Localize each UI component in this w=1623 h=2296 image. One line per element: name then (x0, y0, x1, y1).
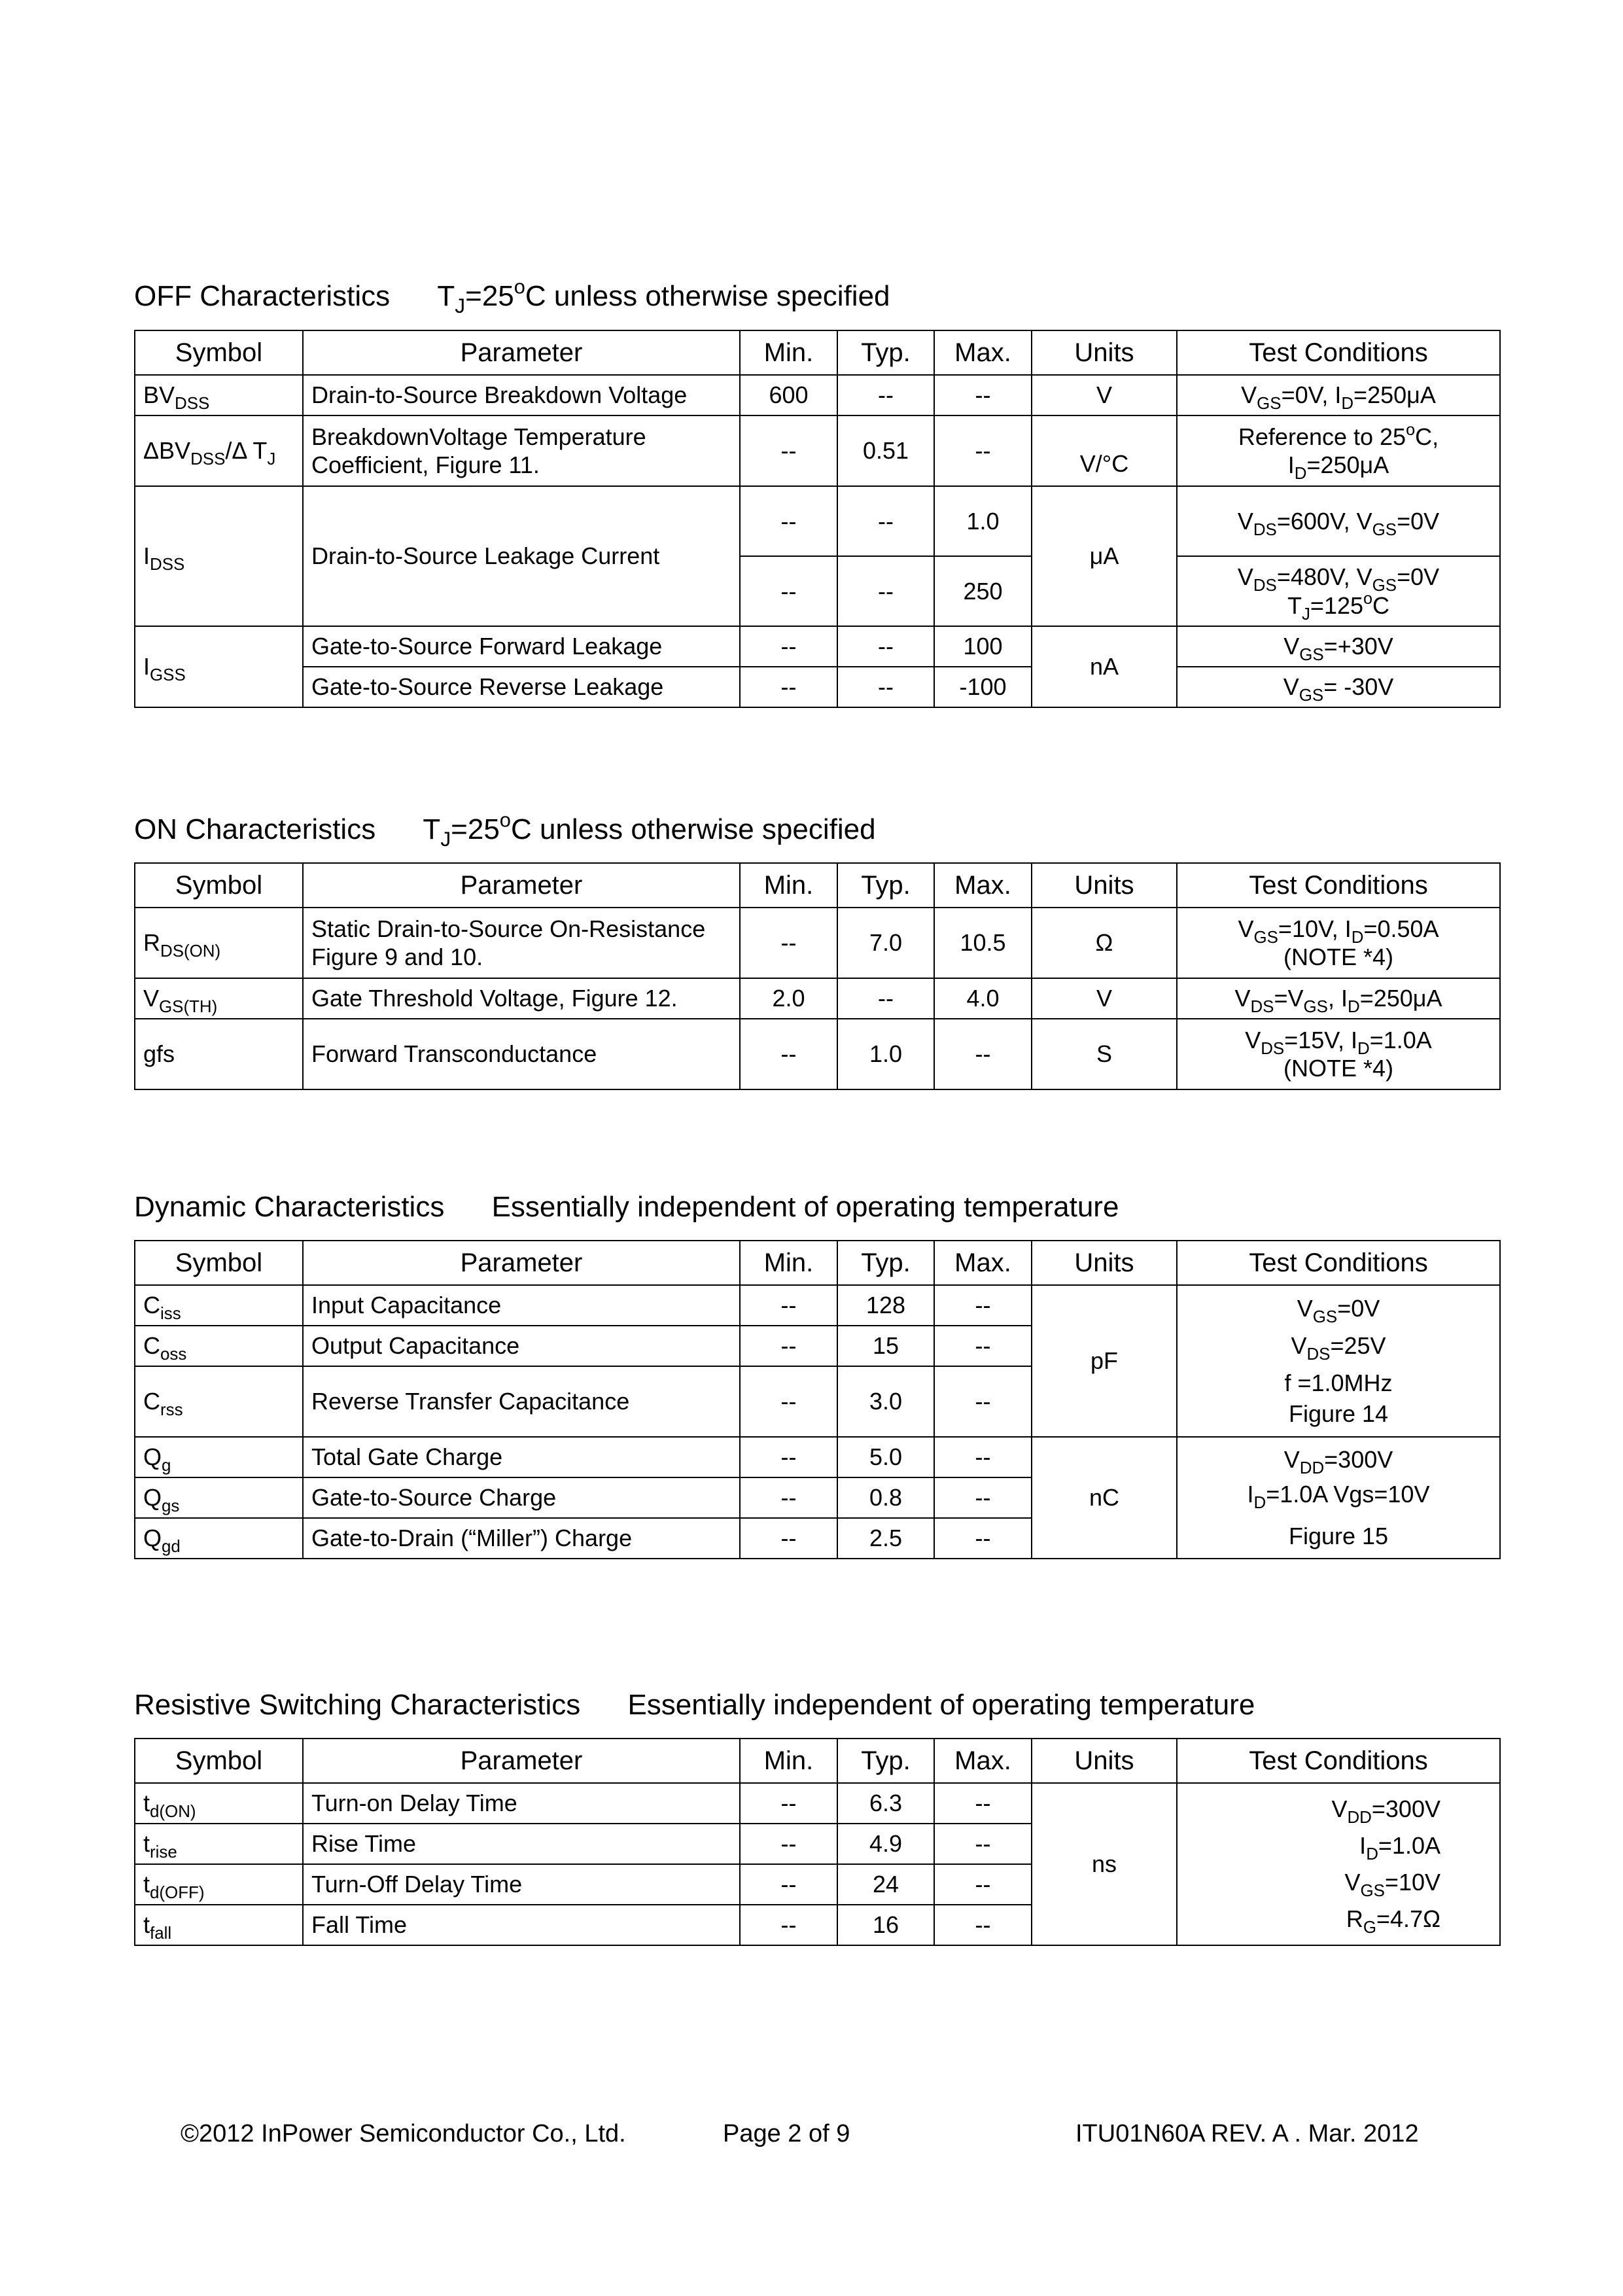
units-cell: nC (1032, 1437, 1177, 1559)
min-cell: -- (740, 1326, 837, 1366)
off-title: OFF Characteristics (134, 280, 391, 312)
max-cell: -- (934, 1326, 1032, 1366)
units-cell: V (1032, 375, 1177, 415)
header-max: Max. (934, 863, 1032, 908)
max-cell: -- (934, 1783, 1032, 1824)
off-section-title (134, 275, 890, 318)
header-test-conditions: Test Conditions (1177, 330, 1500, 375)
typ-cell: -- (837, 556, 934, 626)
header-test-conditions: Test Conditions (1177, 1739, 1500, 1783)
table-header-row (135, 1739, 1500, 1783)
header-units: Units (1032, 330, 1177, 375)
dynamic-section-title (134, 1191, 1119, 1224)
max-cell: 250 (934, 556, 1032, 626)
symbol-cell: $t_{fall}$ (135, 1905, 303, 1945)
max-cell: -- (934, 1285, 1032, 1326)
parameter-cell: Total Gate Charge (303, 1437, 740, 1477)
off-condition: $T_J=25^oC$ unless otherwise specified (437, 275, 890, 318)
max-cell: -- (934, 1905, 1032, 1945)
max-cell: -- (934, 375, 1032, 415)
conditions-cell: $V_{GS}= -30V$ (1177, 667, 1500, 707)
header-units: Units (1032, 863, 1177, 908)
header-symbol: Symbol (135, 863, 303, 908)
table-row (135, 486, 1500, 556)
table-header-row (135, 1241, 1500, 1285)
typ-cell: 4.9 (837, 1824, 934, 1864)
conditions-cell: $V_{GS}=0V$ $V_{DS}=25V$ f =1.0MHz Figure 14 (1177, 1285, 1500, 1437)
header-typ: Typ. (837, 863, 934, 908)
max-cell: -- (934, 1518, 1032, 1559)
symbol-cell: $C_{iss}$ (135, 1285, 303, 1326)
min-cell: -- (740, 1366, 837, 1437)
parameter-cell: BreakdownVoltage Temperature Coefficient, Figure 11. (303, 415, 740, 486)
typ-cell: 24 (837, 1864, 934, 1905)
table-row (135, 1437, 1500, 1477)
conditions-cell: Reference to 25$^o$C, $I_D=250\mu A$ (1177, 415, 1500, 486)
off-characteristics-table (134, 330, 1501, 708)
typ-cell: -- (837, 667, 934, 707)
header-parameter: Parameter (303, 1739, 740, 1783)
header-typ: Typ. (837, 330, 934, 375)
min-cell: -- (740, 908, 837, 978)
min-cell: -- (740, 1518, 837, 1559)
footer-document-revision: ITU01N60A REV. A . Mar. 2012 (1075, 2120, 1419, 2147)
switching-characteristics-table (134, 1738, 1501, 1946)
min-cell: -- (740, 1285, 837, 1326)
header-units: Units (1032, 1739, 1177, 1783)
table-row (135, 978, 1500, 1019)
parameter-cell: Gate Threshold Voltage, Figure 12. (303, 978, 740, 1019)
conditions-cell: $V_{DS}=600V$, $V_{GS}=0V$ (1177, 486, 1500, 556)
max-cell: -- (934, 1366, 1032, 1437)
symbol-cell: $I_{DSS}$ (135, 486, 303, 626)
on-title: ON Characteristics (134, 813, 376, 845)
typ-cell: 128 (837, 1285, 934, 1326)
units-cell: μA (1032, 486, 1177, 626)
header-symbol: Symbol (135, 330, 303, 375)
table-row (135, 908, 1500, 978)
symbol-cell: $Q_{gs}$ (135, 1477, 303, 1518)
min-cell: -- (740, 1477, 837, 1518)
footer-page-number: Page 2 of 9 (723, 2120, 850, 2147)
typ-cell: -- (837, 375, 934, 415)
table-header-row (135, 863, 1500, 908)
typ-cell: 2.5 (837, 1518, 934, 1559)
typ-cell: 1.0 (837, 1019, 934, 1089)
min-cell: 2.0 (740, 978, 837, 1019)
typ-cell: 0.51 (837, 415, 934, 486)
on-section-title (134, 808, 876, 851)
min-cell: -- (740, 1824, 837, 1864)
parameter-cell: Fall Time (303, 1905, 740, 1945)
conditions-cell: $V_{DS}=480V$, $V_{GS}=0V$ $T_J=125^oC$ (1177, 556, 1500, 626)
parameter-cell: Gate-to-Source Charge (303, 1477, 740, 1518)
min-cell: -- (740, 1437, 837, 1477)
units-cell: Ω (1032, 908, 1177, 978)
table-row (135, 415, 1500, 486)
conditions-cell: $V_{GS}=10V$, $I_D=0.50A$ (NOTE *4) (1177, 908, 1500, 978)
symbol-cell: $Q_{gd}$ (135, 1518, 303, 1559)
table-header-row (135, 330, 1500, 375)
max-cell: -- (934, 1864, 1032, 1905)
table-row (135, 1783, 1500, 1824)
header-max: Max. (934, 1739, 1032, 1783)
switching-condition: Essentially independent of operating temperature (627, 1689, 1255, 1721)
min-cell: -- (740, 1783, 837, 1824)
symbol-cell: $C_{rss}$ (135, 1366, 303, 1437)
units-cell: nA (1032, 626, 1177, 707)
typ-cell: -- (837, 486, 934, 556)
typ-cell: 15 (837, 1326, 934, 1366)
min-cell: -- (740, 556, 837, 626)
parameter-cell: Drain-to-Source Breakdown Voltage (303, 375, 740, 415)
typ-cell: -- (837, 626, 934, 667)
symbol-cell: $\Delta BV_{DSS}/\Delta$ $T_J$ (135, 415, 303, 486)
symbol-cell: $R_{DS(ON)}$ (135, 908, 303, 978)
header-test-conditions: Test Conditions (1177, 1241, 1500, 1285)
max-cell: -- (934, 1437, 1032, 1477)
header-max: Max. (934, 330, 1032, 375)
max-cell: -- (934, 1824, 1032, 1864)
header-parameter: Parameter (303, 863, 740, 908)
dynamic-condition: Essentially independent of operating temperature (491, 1191, 1119, 1223)
min-cell: 600 (740, 375, 837, 415)
dynamic-characteristics-table (134, 1240, 1501, 1559)
switching-section-title (134, 1689, 1255, 1722)
typ-cell: 6.3 (837, 1783, 934, 1824)
parameter-cell: Reverse Transfer Capacitance (303, 1366, 740, 1437)
symbol-cell: gfs (135, 1019, 303, 1089)
parameter-cell: Output Capacitance (303, 1326, 740, 1366)
header-min: Min. (740, 330, 837, 375)
symbol-cell: $t_{d(ON)}$ (135, 1783, 303, 1824)
max-cell: 100 (934, 626, 1032, 667)
max-cell: -100 (934, 667, 1032, 707)
max-cell: 1.0 (934, 486, 1032, 556)
table-row (135, 667, 1500, 707)
parameter-cell: Turn-Off Delay Time (303, 1864, 740, 1905)
conditions-cell: $V_{GS}=+30V$ (1177, 626, 1500, 667)
parameter-cell: Rise Time (303, 1824, 740, 1864)
max-cell: -- (934, 1477, 1032, 1518)
conditions-cell: $V_{GS}=0V$, $I_D=250\mu A$ (1177, 375, 1500, 415)
parameter-cell: Gate-to-Drain (“Miller”) Charge (303, 1518, 740, 1559)
conditions-cell: $V_{DS}=15V$, $I_D=1.0A$ (NOTE *4) (1177, 1019, 1500, 1089)
min-cell: -- (740, 667, 837, 707)
max-cell: 10.5 (934, 908, 1032, 978)
header-symbol: Symbol (135, 1241, 303, 1285)
header-min: Min. (740, 1739, 837, 1783)
parameter-cell: Drain-to-Source Leakage Current (303, 486, 740, 626)
max-cell: 4.0 (934, 978, 1032, 1019)
min-cell: -- (740, 626, 837, 667)
max-cell: -- (934, 415, 1032, 486)
header-parameter: Parameter (303, 330, 740, 375)
min-cell: -- (740, 1019, 837, 1089)
typ-cell: 7.0 (837, 908, 934, 978)
parameter-cell: Forward Transconductance (303, 1019, 740, 1089)
header-test-conditions: Test Conditions (1177, 863, 1500, 908)
min-cell: -- (740, 415, 837, 486)
symbol-cell: $V_{GS(TH)}$ (135, 978, 303, 1019)
min-cell: -- (740, 1864, 837, 1905)
typ-cell: 5.0 (837, 1437, 934, 1477)
max-cell: -- (934, 1019, 1032, 1089)
symbol-cell: $BV_{DSS}$ (135, 375, 303, 415)
conditions-cell: $V_{DD}=300V$ $I_D=1.0A$ $V_{GS}=10V$ $R_G=4.7\Omega$ (1177, 1783, 1500, 1945)
header-typ: Typ. (837, 1739, 934, 1783)
units-cell: V (1032, 978, 1177, 1019)
table-row (135, 1285, 1500, 1326)
table-row (135, 1019, 1500, 1089)
conditions-cell: $V_{DD}=300V$ $I_D=1.0A$ Vgs=10V Figure 15 (1177, 1437, 1500, 1559)
switching-title: Resistive Switching Characteristics (134, 1689, 581, 1721)
footer-copyright: ©2012 InPower Semiconductor Co., Ltd. (181, 2120, 626, 2147)
parameter-cell: Gate-to-Source Forward Leakage (303, 626, 740, 667)
header-parameter: Parameter (303, 1241, 740, 1285)
header-min: Min. (740, 1241, 837, 1285)
units-cell: pF (1032, 1285, 1177, 1437)
header-typ: Typ. (837, 1241, 934, 1285)
on-condition: $T_J=25^oC$ unless otherwise specified (423, 808, 876, 851)
units-cell: V/°C (1032, 415, 1177, 486)
parameter-cell: Static Drain-to-Source On-Resistance Figure 9 and 10. (303, 908, 740, 978)
units-cell: S (1032, 1019, 1177, 1089)
symbol-cell: $t_{rise}$ (135, 1824, 303, 1864)
parameter-cell: Gate-to-Source Reverse Leakage (303, 667, 740, 707)
dynamic-title: Dynamic Characteristics (134, 1191, 445, 1223)
on-characteristics-table (134, 862, 1501, 1090)
symbol-cell: $Q_g$ (135, 1437, 303, 1477)
table-row (135, 375, 1500, 415)
min-cell: -- (740, 1905, 837, 1945)
parameter-cell: Input Capacitance (303, 1285, 740, 1326)
typ-cell: 3.0 (837, 1366, 934, 1437)
table-row (135, 626, 1500, 667)
header-max: Max. (934, 1241, 1032, 1285)
typ-cell: 16 (837, 1905, 934, 1945)
header-units: Units (1032, 1241, 1177, 1285)
parameter-cell: Turn-on Delay Time (303, 1783, 740, 1824)
typ-cell: 0.8 (837, 1477, 934, 1518)
min-cell: -- (740, 486, 837, 556)
typ-cell: -- (837, 978, 934, 1019)
symbol-cell: $t_{d(OFF)}$ (135, 1864, 303, 1905)
header-min: Min. (740, 863, 837, 908)
units-cell: ns (1032, 1783, 1177, 1945)
header-symbol: Symbol (135, 1739, 303, 1783)
conditions-cell: $V_{DS}=V_{GS}$, $I_D=250\mu A$ (1177, 978, 1500, 1019)
symbol-cell: $C_{oss}$ (135, 1326, 303, 1366)
symbol-cell: $I_{GSS}$ (135, 626, 303, 707)
